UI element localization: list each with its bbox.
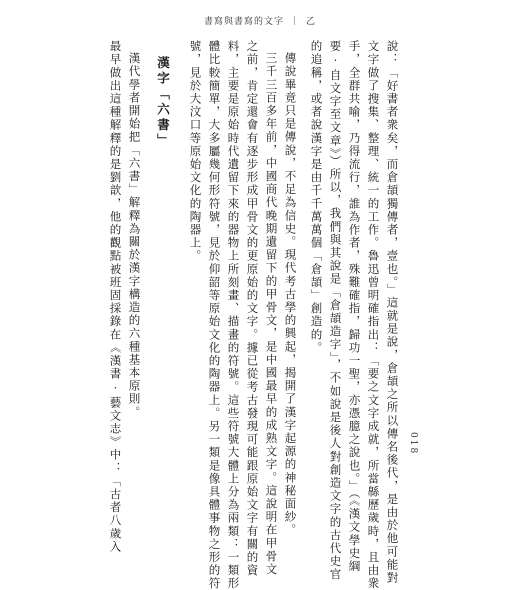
page-number: 018: [408, 432, 418, 456]
running-head: [0, 14, 520, 27]
running-head-chapter: 乙: [306, 17, 317, 27]
text-column: 說：「好書者衆矣，而倉頡獨傳者，壹也。」這就是說，倉頡之所以傳名後代，是由於他可能對: [385, 40, 400, 585]
text-column: 最早做出這種解釋的是劉歆，他的觀點被班固採錄在《漢書·藝文志》中：「古者八歲入: [108, 40, 123, 554]
text-column: 之前，肯定還會有逐步形成甲骨文的更原始的文字。據已從考古發現可能跟原始文字有關的資: [245, 40, 260, 578]
text-column: 要·自文字至文章》）所以，我們與其說是「倉頡造字」，不如說是後人對創造文字的古代史官: [328, 40, 343, 582]
text-column: 手，全群共喻，乃得流行，誰為作者，殊難確指，歸功一聖，亦憑臆之說也。」（《漢文學史綱: [347, 40, 362, 573]
section-heading: 漢字「六書」: [155, 56, 171, 149]
text-column: 三千三百多年前，中國商代晚期遺留下的甲骨文，是中國最早的成熟文字。這說明在甲骨文: [264, 52, 279, 576]
text-column: 號，見於大汶口等原始文化的陶器上。: [188, 40, 203, 263]
text-column: 料，主要是原始時代遺留下來的器物上所刻畫、描畫的符號。這些符號大體上分為兩類：一類形: [226, 40, 241, 590]
running-head-title: 書寫與書寫的文字: [203, 17, 284, 27]
text-column: 體比較簡單，大多屬幾何形符號，見於仰韶等原始文化的陶器上。另一類是像具體事物之形的符: [207, 40, 222, 590]
running-head-separator: ｜: [289, 17, 300, 27]
text-column: 漢代學者開始把「六書」解釋為關於漢字構造的六種基本原則。: [127, 52, 142, 419]
text-column: 文字做了搜集、整理、統一的工作。魯迅曾明確指出：「要之文字成就，所當緜歷歲時，且由衆: [366, 40, 381, 590]
text-column: 傳說畢竟只是傳說，不足為信史。現代考古學的興起，揭開了漢字起源的神秘面紗。: [283, 52, 298, 537]
text-column: 的追稱，或者說漢字是由千千萬萬個「倉頡」創造的。: [309, 40, 324, 355]
